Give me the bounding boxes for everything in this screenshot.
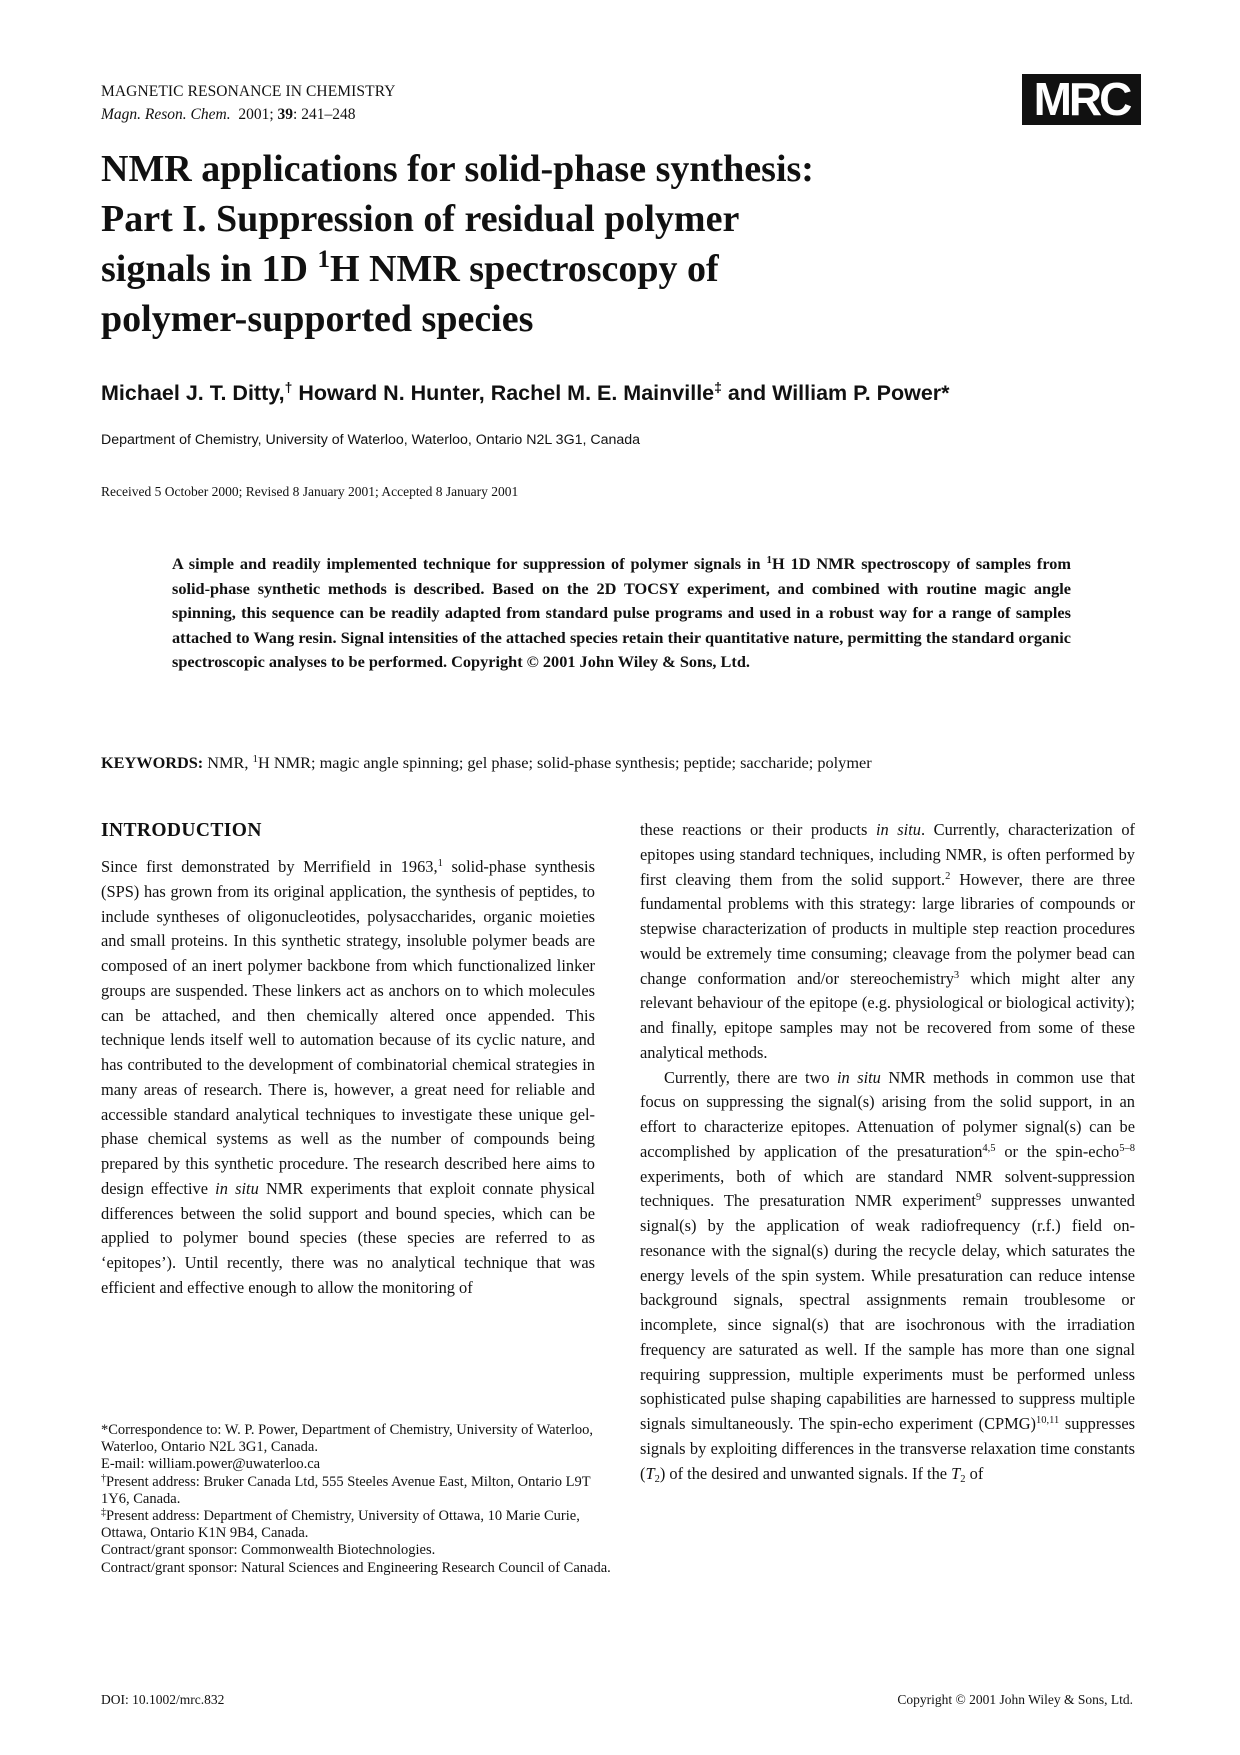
keywords-text-1: NMR,	[203, 753, 253, 772]
text: Since first demonstrated by Merrifield in 1963,	[101, 857, 438, 876]
author-2-3: Howard N. Hunter, Rachel M. E. Mainville	[292, 381, 715, 405]
keywords-label: KEYWORDS:	[101, 753, 204, 772]
reference-marker: 10,11	[1036, 1415, 1060, 1426]
subscript: 2	[960, 1473, 966, 1485]
text: which might alter any relevant behaviour of the epitope (e.g. physiological or biological activity); and finally, epitope samples may not be recovered from some of these analytical methods.	[640, 968, 1135, 1062]
footnote-mark: †	[101, 1472, 106, 1484]
author-list	[101, 381, 950, 406]
text: suppresses unwanted signal(s) by the application of weak radiofrequency (r.f.) field on-resonance with the signal(s) during the recycle delay, which saturates the energy levels of the spin system. While presaturation can reduce intense background signals, spectral assignments remain troublesome or incomplete, since signal(s) that are isochronous with the irradiation frequency are saturated as well. If the sample has more than one signal requiring suppression, multiple experiments must be performed unless sophisticated pulse shaping capabilities are harnessed to suppress multiple signals simultaneously. The spin-echo experiment (CPMG)	[640, 1191, 1135, 1433]
footnote-present-address-2	[101, 1508, 621, 1542]
copyright: Copyright © 2001 John Wiley & Sons, Ltd.	[897, 1692, 1133, 1707]
symbol: T	[645, 1463, 655, 1483]
right-column	[640, 818, 1135, 1486]
italic-term: in situ	[837, 1067, 881, 1087]
abstract	[172, 552, 1071, 675]
reference-marker: 2	[945, 870, 951, 882]
footnote-grant-2: Contract/grant sponsor: Natural Sciences and Engineering Research Council of Canada.	[101, 1559, 611, 1576]
citation	[101, 106, 355, 124]
reference-marker: 9	[975, 1192, 982, 1204]
journal-name: MAGNETIC RESONANCE IN CHEMISTRY	[101, 83, 396, 100]
footnote-mark: ‡	[101, 1507, 106, 1519]
text: Present address: Bruker Canada Ltd, 555 Steeles Avenue East, Milton, Ontario L9T 1Y6, Canada.	[101, 1473, 591, 1507]
text: However, there are three fundamental problems with this strategy: large libraries of compounds or stepwise characterization of products in multiple step reaction procedures would be extremely time consuming; cleavage from the polymer bead can change conformation and/or stereochemistry	[640, 869, 1136, 988]
intro-paragraph-1-continued	[640, 818, 1135, 1066]
italic-term: in situ	[215, 1178, 259, 1198]
text: solid-phase synthesis (SPS) has grown from its original application, the synthesis of peptides, to include syntheses of oligonucleotides, polysaccharides, organic moieties and small proteins. In this synthetic strategy, insoluble polymer beads are composed of an inert polymer backbone from which functionalized linker groups are suspended. These linkers act as anchors on to which molecules can be attached, and then chemically altered once appended. This technique lends itself well to automation because of its cyclic nature, and has contributed to the development of combinatorial chemical strategies in many areas of research. There is, however, a great need for reliable and accessible standard analytical techniques to investigate these unique gel-phase chemical systems as well as the number of compounds being prepared by this synthetic procedure. The research described here aims to design effective	[101, 857, 595, 1198]
affiliation: Department of Chemistry, University of Waterloo, Waterloo, Ontario N2L 3G1, Canada	[101, 432, 641, 448]
italic-term: in situ	[875, 820, 921, 839]
title-line-3-pre: signals in 1D	[101, 248, 318, 290]
text: experiments, both of which are standard NMR solvent-suppression techniques. The presaturation NMR experiment	[640, 1166, 1135, 1211]
received-dates: Received 5 October 2000; Revised 8 January 2001; Accepted 8 January 2001	[101, 484, 519, 499]
footnote-correspondence: *Correspondence to: W. P. Power, Department of Chemistry, University of Waterloo, Waterloo, Ontario N2L 3G1, Canada.	[101, 1422, 593, 1456]
footnotes	[101, 1422, 621, 1577]
text: of	[965, 1463, 984, 1483]
text: suppresses signals by exploiting differences in the transverse relaxation time constants (	[640, 1414, 1135, 1483]
citation-journal: Magn. Reson. Chem.	[101, 106, 231, 123]
left-column	[101, 855, 595, 1301]
author-4: and William P. Power*	[721, 381, 950, 405]
intro-paragraph-2	[640, 1066, 1135, 1487]
journal-logo: MRC	[1022, 74, 1141, 125]
intro-paragraph-1	[101, 855, 595, 1301]
footnote-present-address-1	[101, 1474, 621, 1508]
title-line-3-post: H NMR spectroscopy of	[329, 248, 719, 290]
text: Currently, there are two	[664, 1067, 837, 1087]
doi: DOI: 10.1002/mrc.832	[101, 1692, 225, 1707]
title-superscript: 1	[317, 246, 330, 273]
author-3-mark: ‡	[714, 379, 722, 395]
subscript: 2	[654, 1473, 660, 1485]
footnote-email: E-mail: william.power@uwaterloo.ca	[101, 1456, 321, 1473]
title-line-2: Part I. Suppression of residual polymer	[101, 198, 740, 240]
text: Present address: Department of Chemistry, University of Ottawa, 10 Marie Curie, Ottawa, Ontario K1N 9B4, Canada.	[101, 1508, 580, 1542]
reference-marker: 3	[953, 969, 960, 981]
abstract-text-1: A simple and readily implemented technique for suppression of polymer signals in	[172, 554, 767, 573]
citation-pages: : 241–248	[293, 106, 356, 123]
abstract-superscript: 1	[766, 554, 772, 566]
title-line-4: polymer-supported species	[101, 298, 534, 340]
text: or the spin-echo	[995, 1141, 1120, 1161]
reference-marker: 1	[437, 858, 443, 869]
author-1-mark: †	[284, 379, 293, 395]
keywords	[101, 753, 872, 773]
abstract-text-2: H 1D NMR spectroscopy of samples from solid-phase synthetic methods is described. Based on the 2D TOCSY experiment, and combined with routine magic angle spinning, this sequence can be readily adapted from standard pulse programs and used in a robust way for a range of samples attached to Wang resin. Signal intensities of the attached species retain their quantitative nature, permitting the standard organic spectroscopic analyses to be performed. Copyright © 2001 John Wiley & Sons, Ltd.	[172, 554, 1071, 672]
keywords-text-2: H NMR; magic angle spinning; gel phase; solid-phase synthesis; peptide; saccharide; polymer	[258, 753, 872, 772]
section-heading-introduction: INTRODUCTION	[101, 820, 262, 841]
author-1: Michael J. T. Ditty,	[101, 381, 285, 405]
text: NMR experiments that exploit connate physical differences between the solid support and bound species, which can be applied to polymer bound species (these species are referred to as ‘epitopes’). Until recently, there was no analytical technique that was efficient and effective enough to allow the monitoring of	[101, 1178, 595, 1297]
reference-marker: 4,5	[982, 1142, 996, 1154]
text: NMR methods in common use that focus on suppressing the signal(s) arising from the solid support, in an effort to characterize epitopes. Attenuation of polymer signal(s) can be accomplished by application of the presaturation	[640, 1067, 1136, 1161]
footnote-grant-1: Contract/grant sponsor: Commonwealth Biotechnologies.	[101, 1542, 436, 1559]
reference-marker: 5–8	[1119, 1142, 1135, 1154]
text: ) of the desired and unwanted signals. If the	[659, 1463, 952, 1483]
text: these reactions or their products	[640, 820, 876, 839]
citation-year: 2001;	[238, 106, 274, 123]
title-line-1: NMR applications for solid-phase synthesis:	[101, 148, 814, 190]
symbol: T	[951, 1463, 961, 1483]
keywords-superscript: 1	[252, 753, 259, 765]
text: . Currently, characterization of epitopes using standard techniques, including NMR, is often performed by first cleaving them from the solid support.	[640, 820, 1135, 889]
citation-volume: 39	[277, 106, 294, 123]
article-title	[101, 144, 1081, 344]
